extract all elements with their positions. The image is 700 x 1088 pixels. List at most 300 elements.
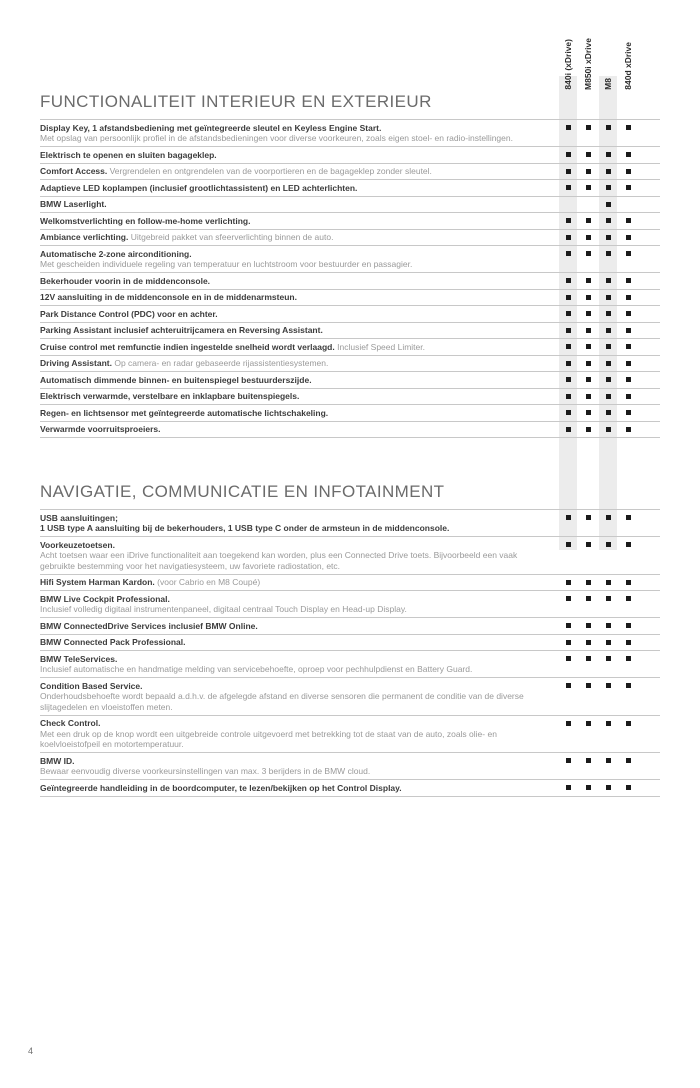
availability-cell	[578, 356, 598, 372]
availability-cell	[558, 575, 578, 591]
availability-cell	[558, 147, 578, 163]
feature-row	[40, 536, 660, 574]
model-label: M850i xDrive	[582, 38, 593, 90]
availability-mark-icon	[586, 235, 591, 240]
feature-title: BMW Live Cockpit Professional.	[40, 593, 170, 604]
availability-mark-icon	[566, 410, 571, 415]
availability-mark-icon	[566, 542, 571, 547]
feature-text	[40, 618, 558, 634]
availability-cells	[558, 575, 638, 591]
model-header	[40, 38, 660, 90]
availability-cells	[558, 651, 638, 677]
availability-mark-icon	[566, 580, 571, 585]
availability-mark-icon	[606, 542, 611, 547]
availability-mark-icon	[626, 218, 631, 223]
feature-title: Welkomstverlichting en follow-me-home verlichting.	[40, 215, 251, 226]
availability-mark-icon	[606, 410, 611, 415]
model-column-header	[598, 38, 618, 90]
feature-description: Bewaar eenvoudig diverse voorkeursinstellingen van max. 3 berijders in de BMW cloud.	[40, 766, 371, 776]
availability-cell	[618, 537, 638, 574]
availability-mark-icon	[626, 580, 631, 585]
feature-description: Inclusief Speed Limiter.	[337, 341, 425, 352]
feature-text	[40, 306, 558, 322]
feature-text	[40, 230, 558, 246]
availability-mark-icon	[586, 125, 591, 130]
availability-cell	[578, 651, 598, 677]
availability-mark-icon	[606, 251, 611, 256]
availability-cell	[578, 273, 598, 289]
availability-cells	[558, 716, 638, 753]
availability-cell	[618, 339, 638, 355]
availability-mark-icon	[586, 785, 591, 790]
availability-mark-icon	[586, 683, 591, 688]
model-label: M8	[602, 78, 613, 90]
availability-cell	[578, 246, 598, 272]
availability-cells	[558, 246, 638, 272]
availability-mark-icon	[586, 623, 591, 628]
availability-mark-icon	[586, 361, 591, 366]
row-right-spacer	[638, 164, 660, 180]
feature-title: Hifi System Harman Kardon.	[40, 577, 155, 587]
availability-cell	[578, 575, 598, 591]
availability-cell	[578, 306, 598, 322]
availability-mark-icon	[566, 311, 571, 316]
availability-mark-icon	[606, 185, 611, 190]
availability-cell	[618, 405, 638, 421]
availability-cell	[618, 197, 638, 213]
availability-mark-icon	[586, 580, 591, 585]
availability-cell	[598, 339, 618, 355]
row-right-spacer	[638, 323, 660, 339]
availability-cell	[558, 230, 578, 246]
feature-title: Condition Based Service.	[40, 680, 143, 691]
availability-mark-icon	[626, 377, 631, 382]
availability-cell	[558, 213, 578, 229]
availability-cell	[578, 678, 598, 715]
availability-mark-icon	[586, 427, 591, 432]
availability-cells	[558, 273, 638, 289]
feature-title: Parking Assistant inclusief achteruitrijcamera en Reversing Assistant.	[40, 325, 323, 335]
availability-mark-icon	[606, 394, 611, 399]
availability-cell	[618, 753, 638, 779]
row-right-spacer	[638, 716, 660, 753]
feature-row	[40, 179, 660, 196]
availability-mark-icon	[586, 394, 591, 399]
availability-mark-icon	[606, 125, 611, 130]
feature-row	[40, 634, 660, 651]
feature-row	[40, 119, 660, 146]
availability-cell	[558, 780, 578, 796]
feature-row	[40, 404, 660, 421]
availability-mark-icon	[586, 656, 591, 661]
availability-mark-icon	[626, 251, 631, 256]
feature-row	[40, 752, 660, 779]
page-number: 4	[28, 1046, 34, 1056]
feature-description: Met een druk op de knop wordt een uitgebreide controle uitgevoerd met betrekking tot de staat van de auto, zoals olie- en koelvloeistofpeil en motortemperatuur.	[40, 728, 497, 749]
availability-mark-icon	[626, 278, 631, 283]
feature-row	[40, 272, 660, 289]
feature-title: Comfort Access.	[40, 166, 108, 176]
availability-cell	[598, 780, 618, 796]
availability-cell	[558, 537, 578, 574]
availability-cell	[598, 618, 618, 634]
availability-cell	[598, 120, 618, 146]
model-header-cells	[558, 38, 638, 90]
availability-cell	[578, 716, 598, 753]
availability-cell	[598, 575, 618, 591]
availability-cells	[558, 323, 638, 339]
feature-text	[40, 372, 558, 388]
availability-cell	[598, 510, 618, 536]
header-spacer	[40, 38, 558, 90]
row-right-spacer	[638, 290, 660, 306]
row-right-spacer	[638, 510, 660, 536]
feature-text	[40, 147, 558, 163]
availability-mark-icon	[606, 721, 611, 726]
availability-cells	[558, 635, 638, 651]
availability-mark-icon	[606, 235, 611, 240]
availability-mark-icon	[566, 218, 571, 223]
availability-mark-icon	[626, 596, 631, 601]
sections-container	[40, 92, 660, 797]
availability-cell	[598, 230, 618, 246]
availability-mark-icon	[606, 328, 611, 333]
availability-cell	[618, 213, 638, 229]
feature-text	[40, 290, 558, 306]
availability-cell	[578, 213, 598, 229]
availability-cell	[598, 651, 618, 677]
availability-cell	[578, 180, 598, 196]
availability-cell	[578, 372, 598, 388]
availability-mark-icon	[626, 344, 631, 349]
feature-description: Inclusief automatische en handmatige melding van servicebehoefte, oproep voor pechhulpdienst en Battery Guard.	[40, 664, 473, 674]
availability-mark-icon	[566, 361, 571, 366]
availability-mark-icon	[586, 311, 591, 316]
availability-cell	[558, 422, 578, 438]
row-right-spacer	[638, 120, 660, 146]
availability-cell	[558, 753, 578, 779]
feature-row	[40, 388, 660, 405]
feature-title: Adaptieve LED koplampen (inclusief grootlichtassistent) en LED achterlichten.	[40, 182, 358, 193]
availability-mark-icon	[566, 278, 571, 283]
feature-row	[40, 163, 660, 180]
header-right-spacer	[638, 38, 660, 90]
feature-title: BMW Connected Pack Professional.	[40, 637, 186, 647]
availability-cell	[558, 246, 578, 272]
row-right-spacer	[638, 246, 660, 272]
availability-cell	[618, 147, 638, 163]
availability-mark-icon	[586, 596, 591, 601]
availability-cell	[618, 591, 638, 617]
availability-mark-icon	[606, 278, 611, 283]
availability-cell	[598, 591, 618, 617]
feature-row	[40, 421, 660, 438]
row-right-spacer	[638, 678, 660, 715]
availability-cell	[618, 389, 638, 405]
availability-mark-icon	[626, 394, 631, 399]
availability-cell	[558, 635, 578, 651]
availability-cells	[558, 591, 638, 617]
row-right-spacer	[638, 780, 660, 796]
availability-cell	[578, 120, 598, 146]
row-right-spacer	[638, 372, 660, 388]
section-title: FUNCTIONALITEIT INTERIEUR EN EXTERIEUR	[40, 92, 432, 111]
feature-row	[40, 371, 660, 388]
availability-cell	[618, 230, 638, 246]
availability-cell	[598, 356, 618, 372]
feature-table	[40, 119, 660, 438]
model-column-header	[618, 38, 638, 90]
availability-cell	[558, 510, 578, 536]
availability-cell	[558, 164, 578, 180]
feature-title: Verwarmde voorruitsproeiers.	[40, 424, 161, 434]
availability-mark-icon	[606, 580, 611, 585]
availability-cell	[618, 180, 638, 196]
availability-mark-icon	[566, 152, 571, 157]
availability-cells	[558, 197, 638, 213]
availability-mark-icon	[626, 295, 631, 300]
availability-mark-icon	[606, 152, 611, 157]
availability-cell	[578, 635, 598, 651]
feature-title: Cruise control met remfunctie indien ingestelde snelheid wordt verlaagd.	[40, 341, 335, 352]
feature-row	[40, 574, 660, 591]
availability-cell	[578, 164, 598, 180]
availability-cell	[618, 635, 638, 651]
availability-mark-icon	[566, 596, 571, 601]
availability-mark-icon	[606, 656, 611, 661]
availability-cell	[558, 339, 578, 355]
feature-text	[40, 197, 558, 213]
row-right-spacer	[638, 306, 660, 322]
availability-mark-icon	[586, 344, 591, 349]
availability-mark-icon	[626, 656, 631, 661]
availability-cells	[558, 372, 638, 388]
availability-cell	[558, 197, 578, 213]
feature-title: Regen- en lichtsensor met geïntegreerde automatische lichtschakeling.	[40, 407, 329, 418]
availability-mark-icon	[586, 251, 591, 256]
feature-text	[40, 180, 558, 196]
page-content	[40, 38, 660, 797]
feature-title: Display Key, 1 afstandsbediening met geïntegreerde sleutel en Keyless Engine Start.	[40, 122, 382, 133]
availability-cell	[558, 180, 578, 196]
feature-title: Geïntegreerde handleiding in de boordcomputer, te lezen/bekijken op het Control Display.	[40, 782, 402, 793]
availability-mark-icon	[626, 311, 631, 316]
feature-table	[40, 509, 660, 797]
availability-cell	[578, 147, 598, 163]
row-right-spacer	[638, 339, 660, 355]
feature-text	[40, 678, 558, 715]
row-right-spacer	[638, 197, 660, 213]
availability-mark-icon	[606, 640, 611, 645]
availability-mark-icon	[626, 169, 631, 174]
availability-mark-icon	[626, 758, 631, 763]
row-right-spacer	[638, 575, 660, 591]
availability-mark-icon	[586, 377, 591, 382]
row-right-spacer	[638, 273, 660, 289]
availability-mark-icon	[606, 515, 611, 520]
availability-cell	[598, 372, 618, 388]
feature-row	[40, 322, 660, 339]
availability-cells	[558, 339, 638, 355]
feature-title: Driving Assistant.	[40, 358, 112, 368]
model-column-header	[558, 38, 578, 90]
availability-mark-icon	[626, 410, 631, 415]
availability-cell	[598, 147, 618, 163]
availability-cells	[558, 290, 638, 306]
feature-row	[40, 146, 660, 163]
availability-mark-icon	[606, 361, 611, 366]
feature-row	[40, 650, 660, 677]
availability-cell	[578, 405, 598, 421]
availability-mark-icon	[566, 640, 571, 645]
feature-row	[40, 590, 660, 617]
availability-mark-icon	[606, 758, 611, 763]
availability-mark-icon	[566, 377, 571, 382]
availability-cell	[558, 389, 578, 405]
availability-mark-icon	[606, 202, 611, 207]
availability-mark-icon	[586, 542, 591, 547]
feature-text	[40, 356, 558, 372]
availability-cell	[618, 273, 638, 289]
availability-mark-icon	[566, 515, 571, 520]
feature-title: BMW ConnectedDrive Services inclusief BMW Online.	[40, 620, 258, 631]
availability-mark-icon	[586, 721, 591, 726]
feature-text	[40, 651, 558, 677]
availability-cell	[598, 716, 618, 753]
availability-cell	[598, 273, 618, 289]
feature-title: Automatisch dimmende binnen- en buitenspiegel bestuurderszijde.	[40, 374, 312, 385]
row-right-spacer	[638, 389, 660, 405]
feature-title: Park Distance Control (PDC) voor en achter.	[40, 308, 218, 319]
availability-cells	[558, 405, 638, 421]
feature-row	[40, 212, 660, 229]
feature-description: Uitgebreid pakket van sfeerverlichting binnen de auto.	[130, 232, 334, 242]
availability-cell	[598, 537, 618, 574]
availability-cells	[558, 180, 638, 196]
feature-text	[40, 780, 558, 796]
row-right-spacer	[638, 180, 660, 196]
feature-title: Elektrisch verwarmde, verstelbare en inklapbare buitenspiegels.	[40, 391, 300, 401]
availability-cell	[618, 164, 638, 180]
row-right-spacer	[638, 635, 660, 651]
feature-description: Vergrendelen en ontgrendelen van de voorportieren en de bagageklep zonder sleutel.	[109, 166, 432, 176]
row-right-spacer	[638, 591, 660, 617]
feature-row	[40, 355, 660, 372]
availability-cells	[558, 306, 638, 322]
availability-cell	[578, 780, 598, 796]
availability-cell	[598, 164, 618, 180]
availability-cell	[578, 618, 598, 634]
availability-cell	[578, 591, 598, 617]
availability-mark-icon	[606, 295, 611, 300]
availability-cell	[598, 405, 618, 421]
feature-text	[40, 339, 558, 355]
availability-cell	[598, 678, 618, 715]
availability-cell	[558, 306, 578, 322]
feature-text	[40, 120, 558, 146]
row-right-spacer	[638, 753, 660, 779]
feature-row	[40, 509, 660, 536]
feature-text	[40, 635, 558, 651]
availability-cell	[578, 339, 598, 355]
availability-cell	[598, 306, 618, 322]
availability-cell	[598, 197, 618, 213]
feature-description: Met opslag van persoonlijk profiel in de afstandsbedieningen voor diverse voorkeuren, zoals eigen stoel- en radio-instellingen.	[40, 133, 513, 143]
feature-section	[40, 482, 660, 797]
feature-text	[40, 164, 558, 180]
availability-mark-icon	[626, 640, 631, 645]
feature-text	[40, 405, 558, 421]
availability-cells	[558, 510, 638, 536]
availability-cell	[578, 753, 598, 779]
availability-cell	[598, 389, 618, 405]
feature-text	[40, 510, 558, 536]
feature-title: Automatische 2-zone airconditioning.	[40, 248, 192, 259]
feature-section	[40, 92, 660, 438]
availability-cell	[598, 422, 618, 438]
row-right-spacer	[638, 422, 660, 438]
availability-mark-icon	[586, 515, 591, 520]
availability-mark-icon	[566, 185, 571, 190]
availability-mark-icon	[586, 328, 591, 333]
feature-title: Voorkeuzetoetsen.	[40, 539, 115, 550]
availability-mark-icon	[566, 683, 571, 688]
feature-description: Met gescheiden individuele regeling van temperatuur en luchtstroom voor bestuurder en passagier.	[40, 259, 413, 269]
availability-mark-icon	[586, 218, 591, 223]
feature-row	[40, 715, 660, 753]
availability-mark-icon	[566, 125, 571, 130]
feature-row	[40, 677, 660, 715]
feature-description: (voor Cabrio en M8 Coupé)	[157, 577, 261, 587]
availability-cells	[558, 618, 638, 634]
feature-title: BMW ID.	[40, 755, 75, 766]
availability-cell	[618, 120, 638, 146]
availability-mark-icon	[606, 218, 611, 223]
row-right-spacer	[638, 405, 660, 421]
row-right-spacer	[638, 230, 660, 246]
availability-cell	[618, 575, 638, 591]
availability-cell	[558, 651, 578, 677]
feature-text	[40, 323, 558, 339]
availability-mark-icon	[606, 344, 611, 349]
model-label: 840i (xDrive)	[562, 39, 573, 90]
availability-cells	[558, 230, 638, 246]
availability-cells	[558, 753, 638, 779]
feature-title: 12V aansluiting in de middenconsole en in de middenarmsteun.	[40, 292, 297, 302]
availability-cell	[618, 290, 638, 306]
availability-mark-icon	[606, 785, 611, 790]
feature-text	[40, 575, 558, 591]
availability-mark-icon	[626, 125, 631, 130]
availability-mark-icon	[606, 596, 611, 601]
feature-title: USB aansluitingen;	[40, 512, 118, 523]
feature-row	[40, 779, 660, 796]
availability-mark-icon	[566, 394, 571, 399]
availability-mark-icon	[566, 758, 571, 763]
feature-row	[40, 196, 660, 213]
availability-mark-icon	[626, 328, 631, 333]
feature-text	[40, 537, 558, 574]
feature-text	[40, 213, 558, 229]
feature-text	[40, 753, 558, 779]
feature-row	[40, 245, 660, 272]
availability-cell	[578, 290, 598, 306]
availability-mark-icon	[626, 185, 631, 190]
availability-mark-icon	[566, 721, 571, 726]
feature-description: Acht toetsen waar een iDrive functionaliteit aan toegekend kan worden, plus een Connected Drive toets. Bijvoorbeeld een vaak gebruikte bestemming voor het navigatiesysteem, uw favoriete radiostation, etc.	[40, 550, 518, 571]
document-page	[0, 38, 700, 1088]
feature-description: Op camera- en radar gebaseerde rijassistentiesystemen.	[114, 358, 329, 368]
